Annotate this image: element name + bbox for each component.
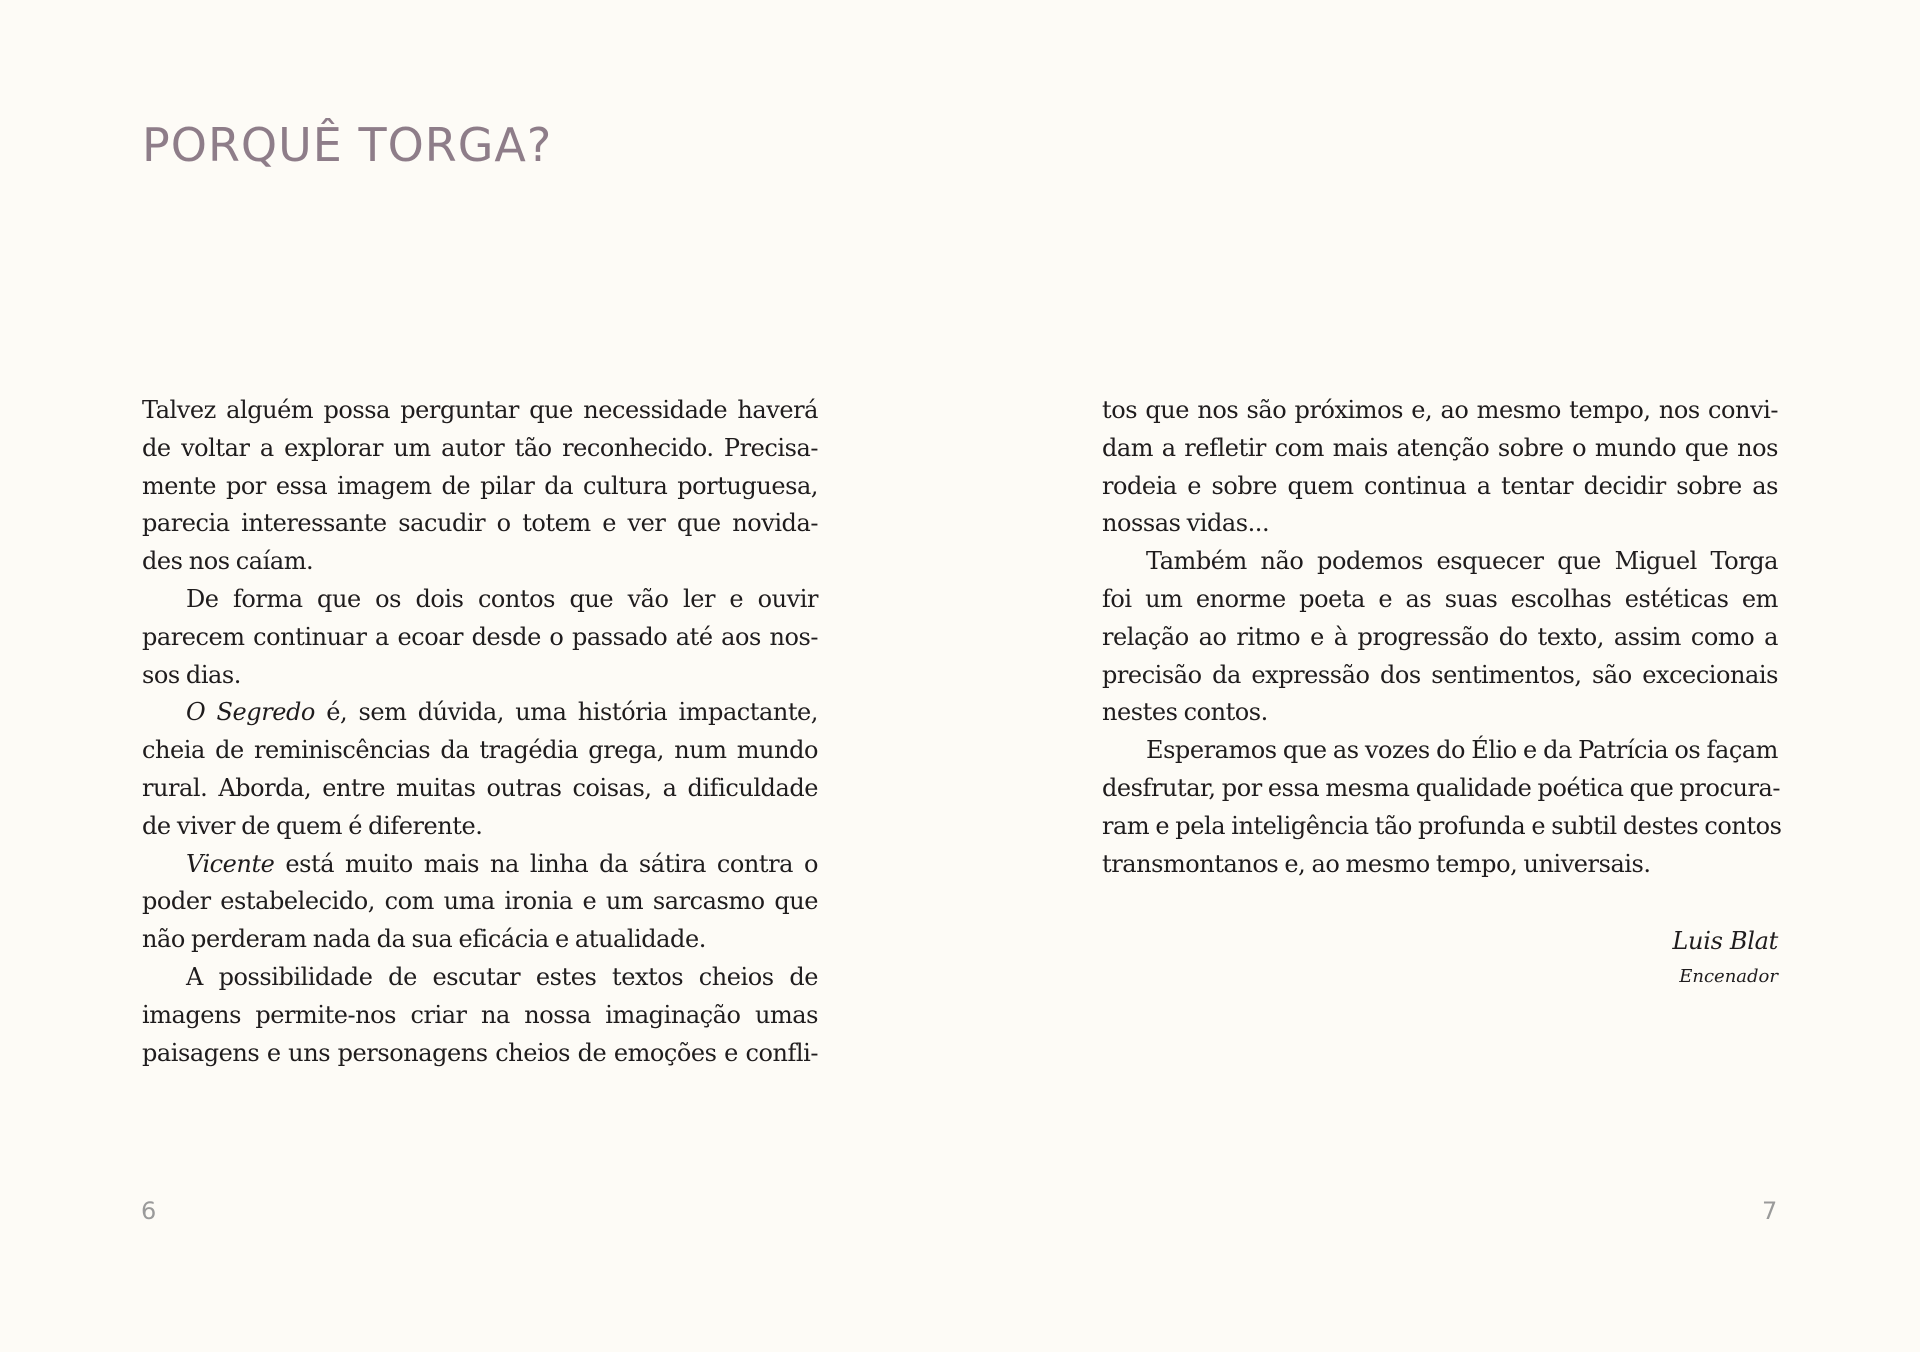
right-column-text [1102, 392, 1782, 883]
text-line: Talvez alguém possa perguntar que necessidade haverá [142, 396, 818, 424]
line-text: é, sem dúvida, uma história impactante, [314, 698, 818, 727]
text-line [142, 846, 818, 884]
text-line: rural. Aborda, entre muitas outras coisas, a dificuldade [142, 773, 818, 802]
text-line [142, 694, 818, 732]
text-line: desfrutar, por essa mesma qualidade poética que procura- [1102, 773, 1780, 802]
italic-work-title: O Segredo [186, 698, 315, 727]
text-line: A possibilidade de escutar estes textos cheios de [186, 962, 818, 991]
text-line: não perderam nada da sua eficácia e atualidade. [142, 925, 706, 954]
italic-work-title: Vicente [186, 849, 275, 878]
text-line: de viver de quem é diferente. [142, 811, 483, 840]
line-text: está muito mais na linha da sátira contra o [274, 849, 818, 878]
signature-role: Encenador [1679, 966, 1778, 987]
page-number-left: 6 [141, 1197, 157, 1225]
text-line: nossas vidas... [1102, 509, 1270, 538]
text-line: cheia de reminiscências da tragédia grega, num mundo [142, 736, 818, 765]
signature-name: Luis Blat [1672, 927, 1778, 955]
text-line: Esperamos que as vozes do Élio e da Patrícia os façam [1146, 736, 1778, 765]
text-line: sos dias. [142, 660, 241, 689]
text-line: de voltar a explorar um autor tão reconhecido. Precisa- [142, 433, 818, 462]
text-line: foi um enorme poeta e as suas escolhas estéticas em [1102, 584, 1778, 613]
text-line: ram e pela inteligência tão profunda e subtil destes contos [1102, 811, 1782, 840]
text-line: rodeia e sobre quem continua a tentar decidir sobre as [1102, 471, 1778, 500]
page-title: PORQUÊ TORGA? [142, 118, 553, 172]
text-line: nestes contos. [1102, 698, 1268, 727]
text-line: precisão da expressão dos sentimentos, são excecionais [1102, 660, 1778, 689]
text-line: parecem continuar a ecoar desde o passado até aos nos- [142, 622, 818, 651]
left-column-text [142, 392, 818, 1072]
text-line: transmontanos e, ao mesmo tempo, universais. [1102, 849, 1651, 878]
text-line: tos que nos são próximos e, ao mesmo tempo, nos convi- [1102, 396, 1778, 424]
text-line: parecia interessante sacudir o totem e ver que novida- [142, 509, 818, 538]
text-line: des nos caíam. [142, 547, 314, 576]
signature-block [1102, 922, 1778, 992]
text-line: paisagens e uns personagens cheios de emoções e confli- [142, 1038, 818, 1067]
text-line: imagens permite-nos criar na nossa imaginação umas [142, 1000, 818, 1029]
text-line: De forma que os dois contos que vão ler e ouvir [186, 584, 818, 613]
text-line: dam a refletir com mais atenção sobre o mundo que nos [1102, 433, 1778, 462]
text-line: mente por essa imagem de pilar da cultura portuguesa, [142, 471, 818, 500]
text-line: poder estabelecido, com uma ironia e um sarcasmo que [142, 887, 818, 916]
text-line: relação ao ritmo e à progressão do texto, assim como a [1102, 622, 1778, 651]
text-line: Também não podemos esquecer que Miguel Torga [1146, 547, 1778, 576]
page-number-right: 7 [1762, 1197, 1778, 1225]
